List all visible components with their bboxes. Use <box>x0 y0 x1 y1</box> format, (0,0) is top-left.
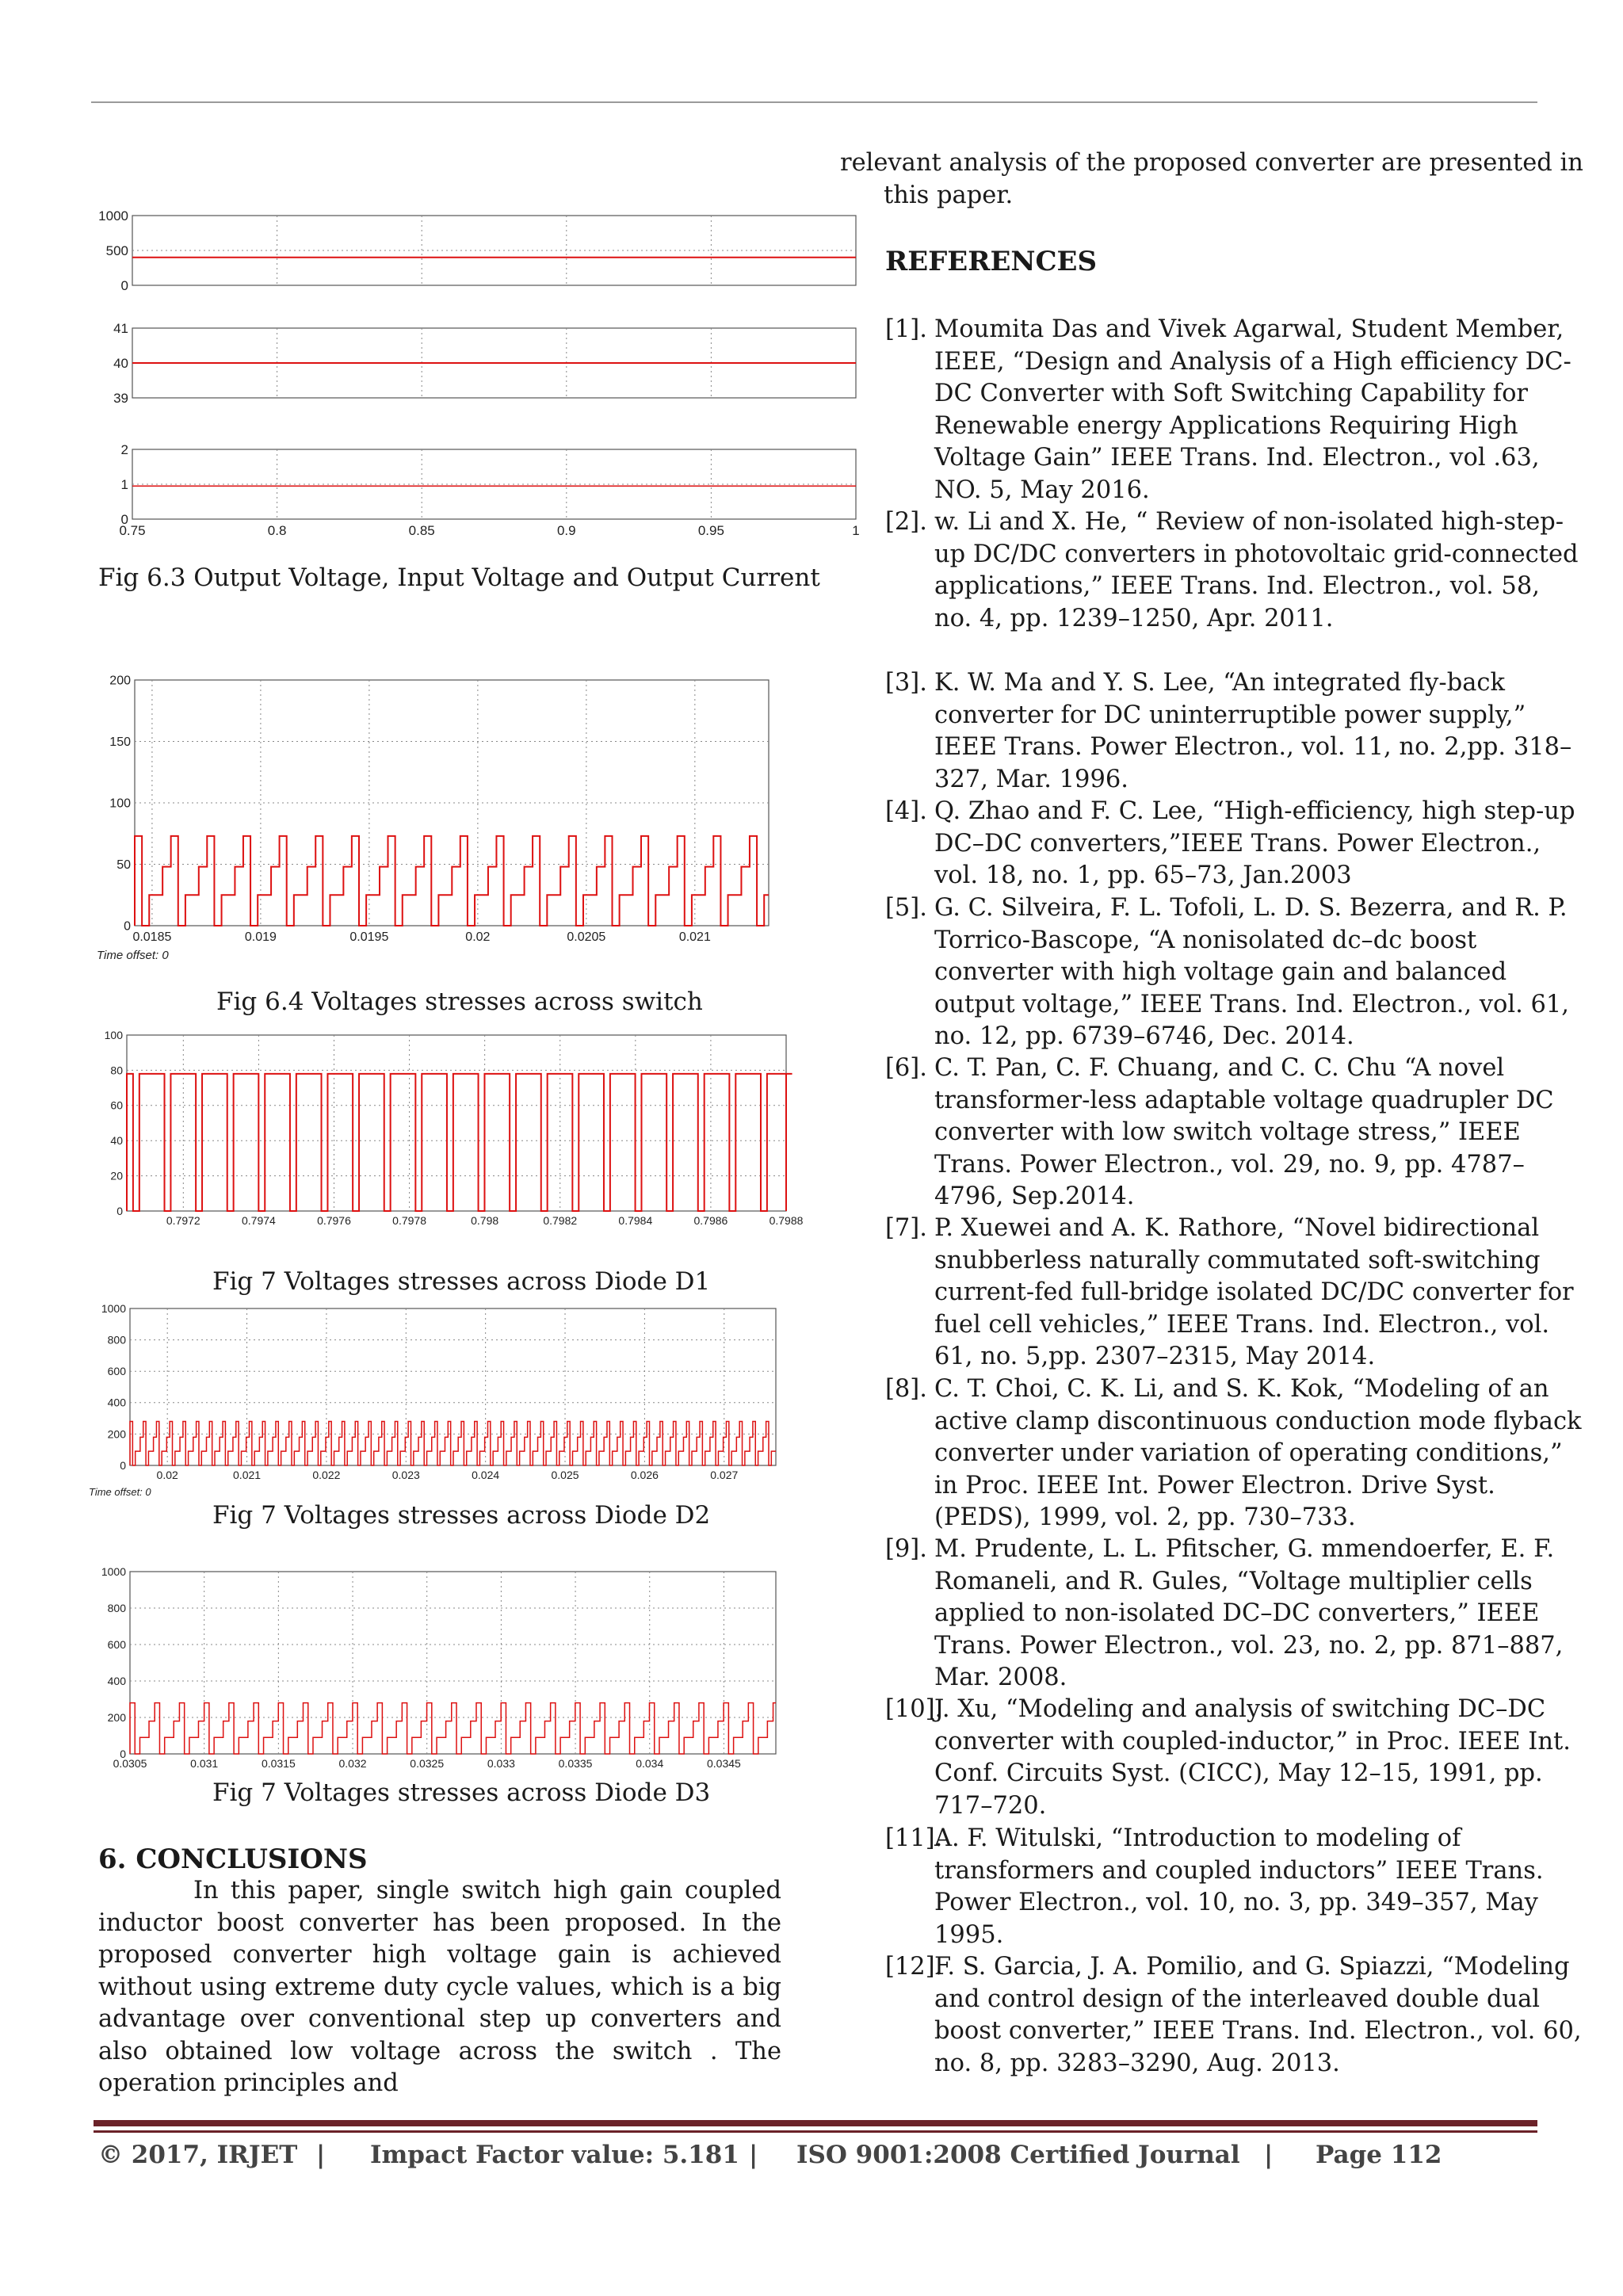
x-tick-label: 0.027 <box>710 1469 739 1481</box>
header-rule <box>91 101 1537 103</box>
conclusions-text: In this paper, single switch high gain coupled inductor boost converter has been proposed. In the proposed converter high voltage gain is achieved without using extreme duty cycle values, which is a big advantage over conventional step up converters and also obtained low voltage across the switch . The operation principles and <box>98 1877 781 2097</box>
footer-rule-thin <box>94 2130 1537 2133</box>
y-tick-label: 0 <box>120 277 128 293</box>
reference-number: [1]. <box>885 315 927 343</box>
reference-number: [2]. <box>885 508 927 536</box>
reference-item <box>885 1534 1583 1694</box>
footer-separator: | <box>1264 2141 1274 2169</box>
page-footer <box>98 2137 1442 2172</box>
figure-7-d2-plot <box>89 1301 786 1499</box>
x-tick-label: 0.798 <box>471 1214 499 1227</box>
x-tick-label: 0.031 <box>190 1757 219 1770</box>
plot-frame <box>127 1035 786 1211</box>
reference-item <box>885 892 1583 1053</box>
reference-number: [10]. <box>885 1695 943 1723</box>
x-tick-label: 0.85 <box>408 523 435 538</box>
y-tick-label: 20 <box>110 1169 123 1182</box>
x-tick-label: 0.021 <box>678 930 711 944</box>
reference-item <box>885 1823 1583 1951</box>
figure-7-d3 <box>89 1565 786 1779</box>
y-tick-label: 400 <box>107 1674 126 1687</box>
reference-text: C. T. Choi, C. K. Li, and S. K. Kok, “Modeling of an active clamp discontinuous conduction mode flyback converter under variation of operating conditions,” in Proc. IEEE Int. Power Electron. Drive Syst. (PEDS), 1999, vol. 2, pp. 730–733. <box>934 1375 1582 1531</box>
x-tick-label: 0.024 <box>472 1469 500 1481</box>
x-tick-label: 0.0315 <box>261 1757 296 1770</box>
y-tick-label: 1000 <box>98 208 128 223</box>
y-tick-label: 40 <box>110 1134 123 1148</box>
x-tick-label: 0.7972 <box>166 1214 200 1227</box>
y-tick-label: 60 <box>110 1098 123 1112</box>
figure-7-d1-caption: Fig 7 Voltages stresses across Diode D1 <box>212 1267 711 1296</box>
x-tick-label: 0.7988 <box>769 1214 804 1227</box>
reference-number: [12]. <box>885 1953 943 1981</box>
figure-6-4-caption: Fig 6.4 Voltages stresses across switch <box>216 988 703 1016</box>
x-tick-label: 0.019 <box>244 930 277 944</box>
x-tick-label: 0.033 <box>487 1757 515 1770</box>
figure-6-3 <box>89 200 860 548</box>
x-tick-label: 0.0325 <box>410 1757 445 1770</box>
reference-text: Q. Zhao and F. C. Lee, “High-efficiency, high step-up DC–DC converters,”IEEE Trans. Power Electron., vol. 18, no. 1, pp. 65–73, Jan.2003 <box>934 797 1575 889</box>
x-tick-label: 0.7974 <box>241 1214 276 1227</box>
y-tick-label: 0 <box>116 1204 123 1217</box>
intro-line-1: relevant analysis of the proposed converter are presented in <box>840 149 1583 177</box>
reference-item <box>885 506 1583 635</box>
reference-item <box>885 667 1583 796</box>
x-tick-label: 0.023 <box>391 1469 420 1481</box>
x-tick-label: 0.75 <box>119 523 146 538</box>
x-tick-label: 0.7976 <box>317 1214 351 1227</box>
x-tick-label: 0.0185 <box>132 930 172 944</box>
x-tick-label: 0.0335 <box>558 1757 593 1770</box>
time-offset-label: Time offset: 0 <box>89 1486 151 1498</box>
y-tick-label: 800 <box>107 1601 126 1614</box>
reference-text: P. Xuewei and A. K. Rathore, “Novel bidirectional snubberless naturally commutated soft-switching current-fed full-bridge isolated DC/DC converter for fuel cell vehicles,” IEEE Trans. Ind. Electron., vol. 61, no. 5,pp. 2307–2315, May 2014. <box>934 1214 1574 1370</box>
y-tick-label: 0 <box>120 1458 126 1472</box>
x-tick-label: 0.032 <box>338 1757 367 1770</box>
y-tick-label: 80 <box>110 1064 123 1077</box>
intro-line-2: this paper. <box>884 181 1014 209</box>
reference-item <box>885 1373 1583 1534</box>
y-tick-label: 400 <box>107 1396 126 1409</box>
y-tick-label: 800 <box>107 1333 126 1347</box>
figure-7-d1 <box>81 1028 804 1239</box>
reference-number: [9]. <box>885 1535 927 1563</box>
x-tick-label: 0.0345 <box>707 1757 741 1770</box>
footer-rule <box>94 2120 1537 2126</box>
time-offset-label: Time offset: 0 <box>97 949 169 962</box>
reference-text: F. S. Garcia, J. A. Pomilio, and G. Spiazzi, “Modeling and control design of the interleaved double dual boost converter,” IEEE Trans. Ind. Electron., vol. 60, no. 8, pp. 3283–3290, Aug. 2013. <box>934 1953 1582 2077</box>
conclusions-heading: 6. CONCLUSIONS <box>98 1843 368 1875</box>
y-tick-label: 50 <box>116 858 131 873</box>
y-tick-label: 1 <box>120 476 128 492</box>
x-tick-label: 0.02 <box>465 930 491 944</box>
footer-page: Page 112 <box>1316 2141 1442 2169</box>
y-tick-label: 200 <box>107 1427 126 1441</box>
plot-frame <box>130 1308 776 1465</box>
x-tick-label: 0.8 <box>267 523 287 538</box>
reference-text: w. Li and X. He, “ Review of non-isolated high-step-up DC/DC converters in photovoltaic grid-connected applications,” IEEE Trans. Ind. Electron., vol. 58, no. 4, pp. 1239–1250, Apr. 2011. <box>934 508 1579 632</box>
x-tick-label: 0.95 <box>697 523 724 538</box>
reference-text: G. C. Silveira, F. L. Tofoli, L. D. S. Bezerra, and R. P. Torrico-Bascope, “A nonisolated dc–dc boost converter with high voltage gain and balanced output voltage,” IEEE Trans. Ind. Electron., vol. 61, no. 12, pp. 6739–6746, Dec. 2014. <box>934 894 1569 1050</box>
footer-copyright: © 2017, IRJET <box>98 2141 298 2169</box>
y-tick-label: 600 <box>107 1637 126 1651</box>
reference-number: [3]. <box>885 669 927 697</box>
figure-6-4-plot <box>89 670 794 987</box>
reference-text: C. T. Pan, C. F. Chuang, and C. C. Chu “A novel transformer-less adaptable voltage quadrupler DC converter with low switch voltage stress,” IEEE Trans. Power Electron., vol. 29, no. 9, pp. 4787–4796, Sep.2014. <box>934 1054 1554 1210</box>
x-tick-label: 0.7982 <box>543 1214 578 1227</box>
y-tick-label: 1000 <box>101 1564 126 1578</box>
reference-text: A. F. Witulski, “Introduction to modeling of transformers and coupled inductors” IEEE Trans. Power Electron., vol. 10, no. 3, pp. 349–357, May 1995. <box>934 1824 1544 1949</box>
reference-item <box>885 314 1583 506</box>
x-tick-label: 0.02 <box>156 1469 178 1481</box>
y-tick-label: 0 <box>120 511 128 527</box>
x-tick-label: 0.034 <box>636 1757 664 1770</box>
y-tick-label: 2 <box>120 441 128 457</box>
y-tick-label: 40 <box>113 355 128 371</box>
reference-item <box>885 1951 1583 2080</box>
reference-number: [7]. <box>885 1214 927 1242</box>
figure-7-d3-caption: Fig 7 Voltages stresses across Diode D3 <box>212 1778 711 1807</box>
x-tick-label: 0.025 <box>551 1469 579 1481</box>
figure-7-d2 <box>89 1301 786 1499</box>
footer-separator: | <box>316 2141 326 2169</box>
y-tick-label: 100 <box>104 1028 123 1041</box>
x-tick-label: 0.026 <box>630 1469 659 1481</box>
x-tick-label: 0.0205 <box>567 930 606 944</box>
footer-separator: | <box>749 2141 758 2169</box>
reference-text: J. Xu, “Modeling and analysis of switching DC–DC converter with coupled-inductor,” in Proc. IEEE Int. Conf. Circuits Syst. (CICC), May 12–15, 1991, pp. 717–720. <box>934 1695 1571 1820</box>
reference-text: Moumita Das and Vivek Agarwal, Student Member, IEEE, “Design and Analysis of a High efficiency DC-DC Converter with Soft Switching Capability for Renewable energy Applications Requiring High Voltage Gain” IEEE Trans. Ind. Electron., vol .63, NO. 5, May 2016. <box>934 315 1571 504</box>
y-tick-label: 41 <box>113 320 128 336</box>
x-tick-label: 0.7978 <box>392 1214 426 1227</box>
x-tick-label: 0.021 <box>233 1469 262 1481</box>
footer-impact-factor: Impact Factor value: 5.181 <box>370 2141 739 2169</box>
x-tick-label: 0.022 <box>312 1469 341 1481</box>
figure-7-d2-caption: Fig 7 Voltages stresses across Diode D2 <box>212 1501 711 1530</box>
y-tick-label: 150 <box>109 735 131 750</box>
y-tick-label: 1000 <box>101 1301 126 1315</box>
reference-item <box>885 796 1583 892</box>
reference-text: M. Prudente, L. L. Pfitscher, G. mmendoerfer, E. F. Romaneli, and R. Gules, “Voltage multiplier cells applied to non-isolated DC–DC converters,” IEEE Trans. Power Electron., vol. 23, no. 2, pp. 871–887, Mar. 2008. <box>934 1535 1564 1691</box>
reference-item <box>885 1694 1583 1822</box>
y-tick-label: 0 <box>124 919 131 934</box>
reference-text: K. W. Ma and Y. S. Lee, “An integrated fly-back converter for DC uninterruptible power supply,” IEEE Trans. Power Electron., vol. 11, no. 2,pp. 318–327, Mar. 1996. <box>934 669 1572 793</box>
reference-item <box>885 1213 1583 1373</box>
y-tick-label: 0 <box>120 1747 126 1760</box>
figure-7-d3-plot <box>89 1565 786 1779</box>
x-tick-label: 0.7984 <box>618 1214 653 1227</box>
y-tick-label: 200 <box>107 1710 126 1724</box>
reference-number: [6]. <box>885 1054 927 1082</box>
reference-number: [8]. <box>885 1375 927 1403</box>
intro-continuation <box>840 147 1583 212</box>
x-tick-label: 0.7986 <box>693 1214 728 1227</box>
figure-7-d1-plot <box>81 1028 804 1239</box>
footer-iso: ISO 9001:2008 Certified Journal <box>796 2141 1240 2169</box>
figure-6-3-plot <box>89 200 860 548</box>
y-tick-label: 100 <box>109 797 131 811</box>
figure-6-3-caption: Fig 6.3 Output Voltage, Input Voltage and Output Current <box>98 563 820 592</box>
x-tick-label: 0.0305 <box>113 1757 147 1770</box>
x-tick-label: 1 <box>852 523 860 538</box>
reference-number: [4]. <box>885 797 927 825</box>
y-tick-label: 200 <box>109 674 131 688</box>
x-tick-label: 0.0195 <box>349 930 389 944</box>
references-heading: REFERENCES <box>885 246 1098 277</box>
reference-number: [11]. <box>885 1824 943 1852</box>
reference-item <box>885 1052 1583 1213</box>
y-tick-label: 39 <box>113 390 128 406</box>
reference-number: [5]. <box>885 894 927 922</box>
figure-6-4 <box>89 670 794 987</box>
x-tick-label: 0.9 <box>556 523 576 538</box>
y-tick-label: 600 <box>107 1365 126 1378</box>
y-tick-label: 500 <box>105 243 128 258</box>
